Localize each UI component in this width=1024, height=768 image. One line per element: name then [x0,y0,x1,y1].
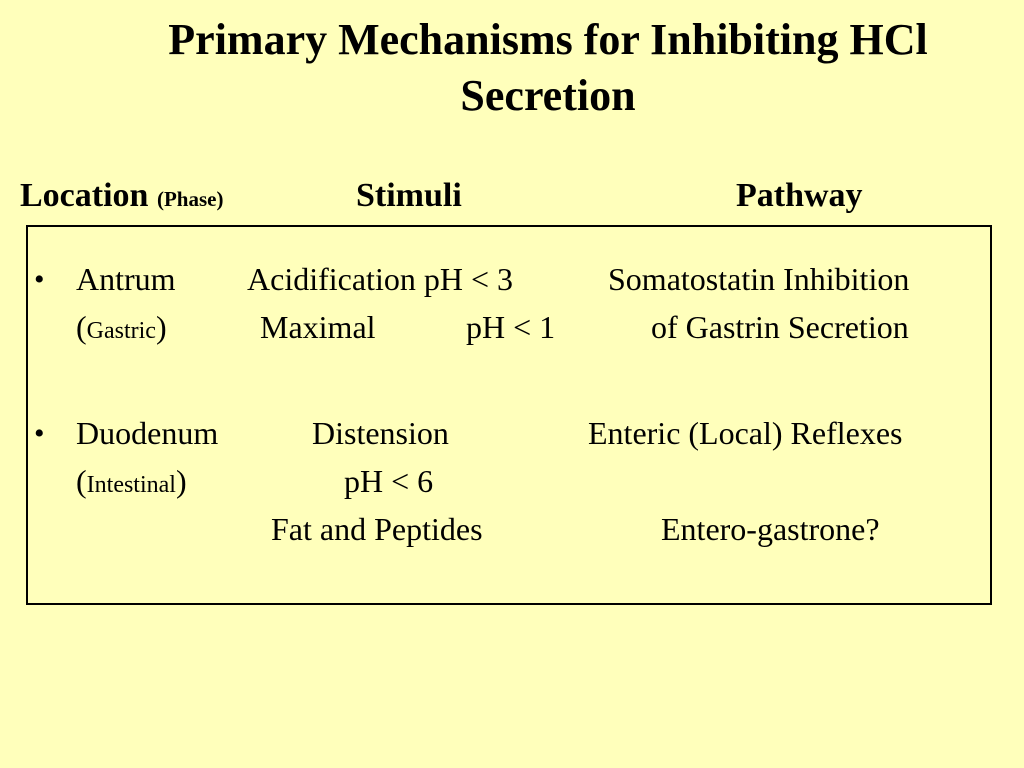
column-header-location [20,176,223,219]
phase-close-paren: ) [155,309,167,345]
column-header-pathway: Pathway [736,177,863,214]
row-duodenum-stimulus-2: pH < 6 [344,463,434,499]
phase-label: Intestinal [86,472,176,498]
column-header-location-label: Location [20,177,149,214]
row-duodenum-pathway-2: Entero-gastrone? [661,511,880,547]
row-duodenum-stimulus-1: Distension [312,415,449,451]
row-antrum-stimulus-2: Maximal [260,309,376,345]
row-duodenum-pathway-1: Enteric (Local) Reflexes [588,415,903,451]
row-antrum-location: Antrum [76,261,176,297]
phase-close-paren: ) [175,463,187,499]
bullet-icon: • [34,263,45,296]
row-antrum-pathway-1: Somatostatin Inhibition [608,261,910,297]
row-duodenum-stimulus-3: Fat and Peptides [271,511,483,547]
phase-open-paren: ( [76,309,87,345]
row-duodenum-location: Duodenum [76,415,219,451]
row-duodenum-phase [76,461,187,505]
mechanisms-table-box [26,225,992,605]
column-header-phase-label: (Phase) [156,187,224,211]
row-antrum-phase [76,307,167,351]
phase-open-paren: ( [76,463,87,499]
phase-label: Gastric [86,318,156,344]
column-header-stimuli: Stimuli [356,177,462,214]
row-antrum-stimulus-1: Acidification pH < 3 [247,261,513,297]
bullet-icon: • [34,417,45,450]
row-antrum-stimulus-3: pH < 1 [466,309,556,345]
slide-title-line-1: Primary Mechanisms for Inhibiting HCl [168,15,928,64]
slide-title [60,12,1024,124]
slide-title-line-2: Secretion [460,71,636,120]
row-antrum-pathway-2: of Gastrin Secretion [651,309,909,345]
